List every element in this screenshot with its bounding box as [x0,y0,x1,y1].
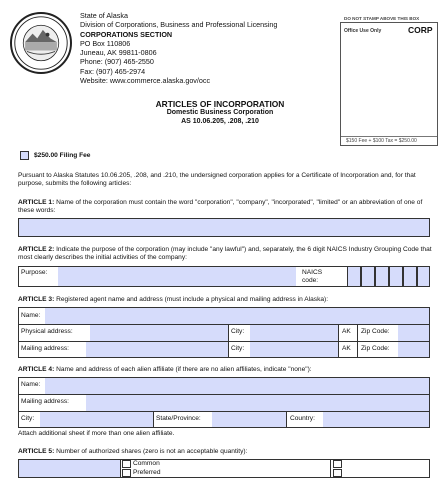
physical-zip-field[interactable] [398,325,429,341]
affiliate-name-field[interactable] [45,378,429,394]
header-division: Division of Corporations, Business and Professional Licensing [80,20,278,30]
common-label: Common [133,460,160,467]
shares-extra-checkbox-1[interactable] [333,460,342,468]
article1-heading: ARTICLE 1: [18,199,55,206]
article5-heading: ARTICLE 5: [18,448,55,455]
affiliate-state-field[interactable] [212,412,286,427]
affiliate-mailing-label: Mailing address: [21,398,70,405]
naics-digit-2[interactable] [361,266,375,287]
header-po-box: PO Box 110806 [80,38,131,48]
physical-zip-label: Zip Code: [361,328,390,335]
affiliate-name-label: Name: [21,381,41,388]
office-use-label: Office Use Only [344,28,382,34]
fee-note: $150 Fee + $100 Tax = $250.00 [346,138,417,144]
mailing-state-value: AK [342,345,351,352]
affiliate-city-field[interactable] [40,412,153,427]
affiliate-note: Attach additional sheet if more than one alien affiliate. [18,430,175,437]
state-seal-logo [10,12,72,74]
office-use-box [340,22,438,146]
affiliate-country-field[interactable] [323,412,429,427]
corporation-name-field[interactable] [18,218,430,237]
agent-name-field[interactable] [45,308,429,324]
fee-divider [341,136,437,137]
article2-heading: ARTICLE 2: [18,246,55,253]
agent-mailing-label: Mailing address: [21,345,70,352]
header-section: CORPORATIONS SECTION [80,29,173,39]
affiliate-city-label: City: [21,415,35,422]
header-fax: Fax: (907) 465-2974 [80,66,146,76]
physical-address-label: Physical address: [21,328,73,335]
affiliate-col-divider-2 [286,411,287,428]
affiliate-country-label: Country: [290,415,315,422]
header-phone: Phone: (907) 465-2550 [80,57,154,67]
shares-quantity-field[interactable] [19,460,120,477]
naics-digit-5[interactable] [403,266,417,287]
article2-text [18,246,438,263]
form-subtitle: Domestic Business Corporation [166,109,274,116]
naics-digit-1[interactable] [347,266,361,287]
physical-city-label: City: [231,328,245,335]
purpose-label: Purpose: [21,269,48,276]
purpose-field[interactable] [58,267,296,286]
article3-instructions: Registered agent name and address (must include a physical and mailing address in Alaska): [54,296,329,303]
mailing-zip-field[interactable] [398,342,429,357]
filing-fee-label: $250.00 Filing Fee [34,152,91,159]
shares-col-divider-2 [330,459,331,478]
form-title: ARTICLES OF INCORPORATION [155,99,285,109]
naics-digit-6[interactable] [417,266,430,287]
article2-instructions: Indicate the purpose of the corporation (may include "any lawful") and, separately, the 6 digit NAICS Industry Grouping Code that most clearly describes the initial activities of the company: [18,246,432,262]
article5-text [18,448,438,456]
physical-address-field[interactable] [90,325,228,341]
form-statutes: AS 10.06.205, .208, .210 [181,118,259,125]
header-city: Juneau, AK 99811-0806 [80,48,157,58]
article1-instructions: Name of the corporation must contain the word "corporation", "company", "incorporated", "limited" or an abbreviation of one of these words: [18,199,423,215]
article4-heading: ARTICLE 4: [18,366,55,373]
article5-instructions: Number of authorized shares (zero is not an acceptable quantity): [54,448,248,455]
affiliate-col-divider-1 [153,411,154,428]
agency-header [80,11,277,85]
physical-state-value: AK [342,328,351,335]
naics-label-2: code: [302,277,319,284]
naics-digit-3[interactable] [375,266,389,287]
article4-instructions: Name and address of each alien affiliate (if there are no alien affiliates, indicate "none"): [54,366,312,373]
shares-extra-checkbox-2[interactable] [333,469,342,477]
mailing-zip-label: Zip Code: [361,345,390,352]
common-checkbox[interactable] [122,460,131,468]
header-state: State of Alaska [80,11,128,20]
mailing-city-field[interactable] [250,342,338,357]
preferred-checkbox[interactable] [122,469,131,477]
affiliate-state-label: State/Province: [156,415,201,422]
filing-fee-checkbox[interactable] [20,151,29,160]
naics-digit-4[interactable] [389,266,403,287]
agent-name-label: Name: [21,312,41,319]
article3-text [18,296,438,304]
article3-heading: ARTICLE 3: [18,296,55,303]
agent-mailing-field[interactable] [86,342,228,357]
intro-paragraph: Pursuant to Alaska Statutes 10.06.205, .208, and .210, the undersigned corporation applies for a Certificate of Incorporation and, for that purpose, submits the following articles: [18,172,416,188]
preferred-label: Preferred [133,469,161,476]
physical-city-field[interactable] [250,325,338,341]
header-website: Website: www.commerce.alaska.gov/occ [80,76,211,86]
stamp-box-heading: DO NOT STAMP ABOVE THIS BOX [344,16,420,21]
mailing-city-label: City: [231,345,245,352]
corp-code: CORP [408,25,433,35]
article4-text [18,366,438,374]
shares-col-divider-1 [120,459,121,478]
article1-text [18,199,438,216]
affiliate-mailing-field[interactable] [86,395,429,411]
naics-label-1: NAICS [302,269,323,276]
